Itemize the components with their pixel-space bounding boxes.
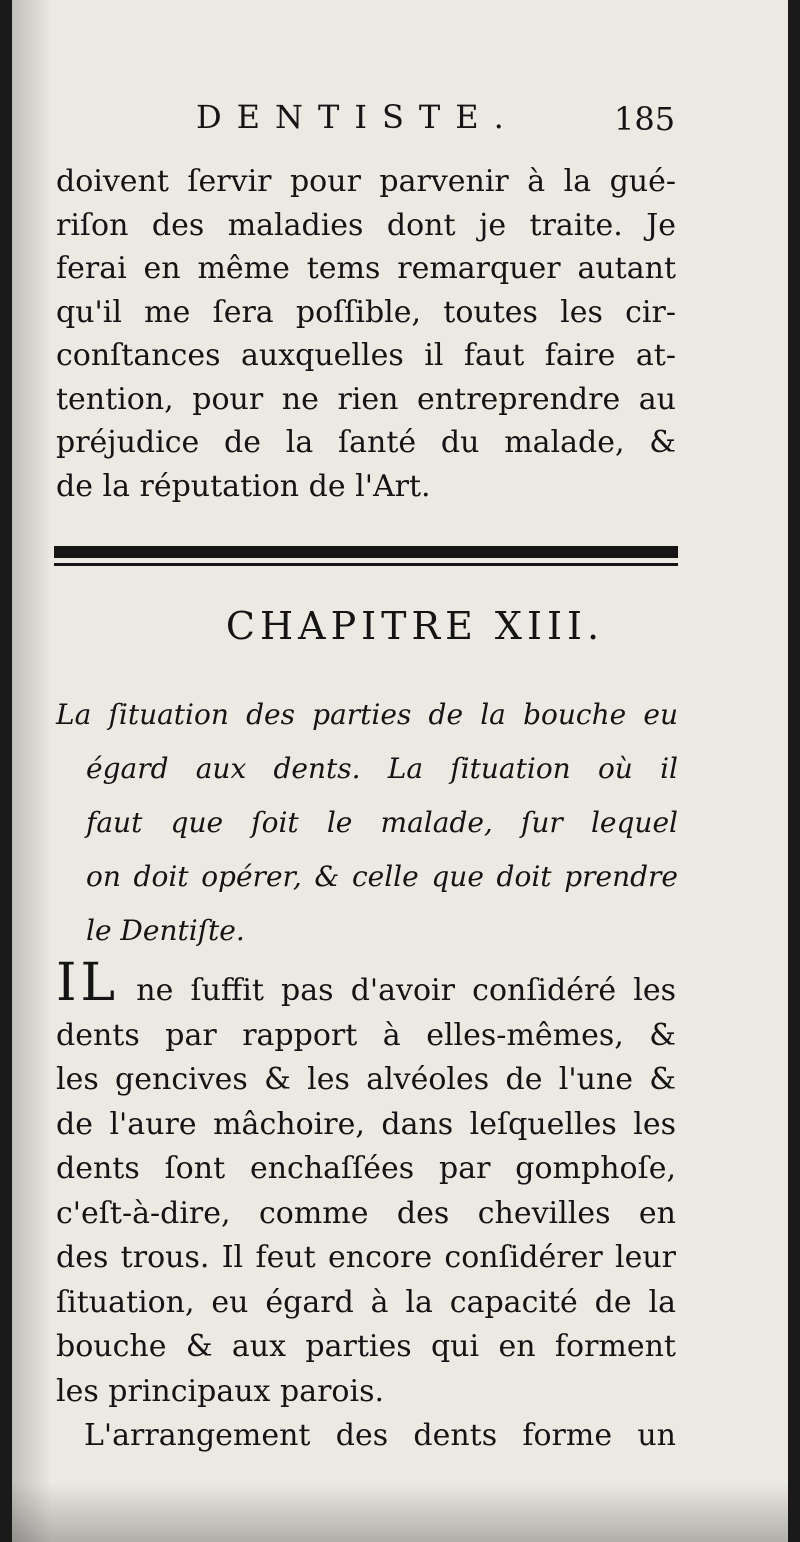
- summary-line: on doit opérer, & celle que doit prendre: [86, 860, 678, 893]
- text-line: préjudice de la ſanté du malade, &: [56, 425, 676, 460]
- chapter-heading: CHAPITRE XIII.: [225, 604, 605, 648]
- main-paragraph: [56, 953, 676, 1459]
- text-line: doivent ſervir pour parvenir à la gué-: [56, 164, 676, 199]
- text-line: les gencives & les alvéoles de l'une &: [56, 1062, 676, 1097]
- summary-line: La ſituation des parties de la bouche eu: [56, 698, 678, 731]
- text-line: des trous. Il feut encore conſidérer leur: [56, 1240, 676, 1275]
- text-line: de la réputation de l'Art.: [56, 468, 431, 504]
- summary-line: égard aux dents. La ſituation où il: [86, 752, 678, 785]
- chapter-summary: [56, 688, 678, 958]
- text-line: c'eſt-à-dire, comme des chevilles en: [56, 1195, 676, 1231]
- divider-thin-line: [54, 563, 678, 566]
- first-line-text: ne ſuffit pas d'avoir conſidéré les: [136, 973, 676, 1008]
- text-line: dents par rapport à elles-mêmes, &: [56, 1017, 676, 1053]
- text-line: ferai en même tems remarquer autant: [56, 251, 676, 286]
- page-gutter-shadow: [12, 0, 52, 1542]
- text-line: bouche & aux parties qui en forment: [56, 1329, 676, 1364]
- summary-line: faut que ſoit le malade, ſur lequel: [86, 806, 678, 839]
- text-line: qu'il me ſera poſſible, toutes les cir-: [56, 294, 676, 330]
- summary-line: le Dentiſte.: [86, 914, 245, 947]
- text-line: dents ſont enchaſſées par gomphoſe,: [56, 1151, 676, 1186]
- text-line: ſituation, eu égard à la capacité de la: [56, 1284, 676, 1320]
- running-title: DENTISTE.: [196, 98, 519, 136]
- text-line: les principaux parois.: [56, 1373, 385, 1409]
- page-bottom-shadow: [12, 1482, 788, 1542]
- first-text-line: [56, 953, 676, 1014]
- text-line: tention, pour ne rien entreprendre au: [56, 381, 676, 417]
- text-line: riſon des maladies dont je traite. Je: [56, 207, 676, 243]
- next-paragraph-line: L'arrangement des dents forme un: [84, 1418, 676, 1453]
- section-divider-rule: [54, 546, 678, 568]
- book-page: [12, 0, 788, 1542]
- running-head: [12, 98, 788, 148]
- page-number: 185: [614, 100, 676, 138]
- text-line: de l'aure mâchoire, dans leſquelles les: [56, 1106, 676, 1142]
- divider-thick-line: [54, 546, 678, 558]
- initial-letters: IL: [56, 953, 120, 1013]
- top-paragraph: [56, 160, 676, 508]
- text-line: conſtances auxquelles il faut faire at-: [56, 338, 676, 373]
